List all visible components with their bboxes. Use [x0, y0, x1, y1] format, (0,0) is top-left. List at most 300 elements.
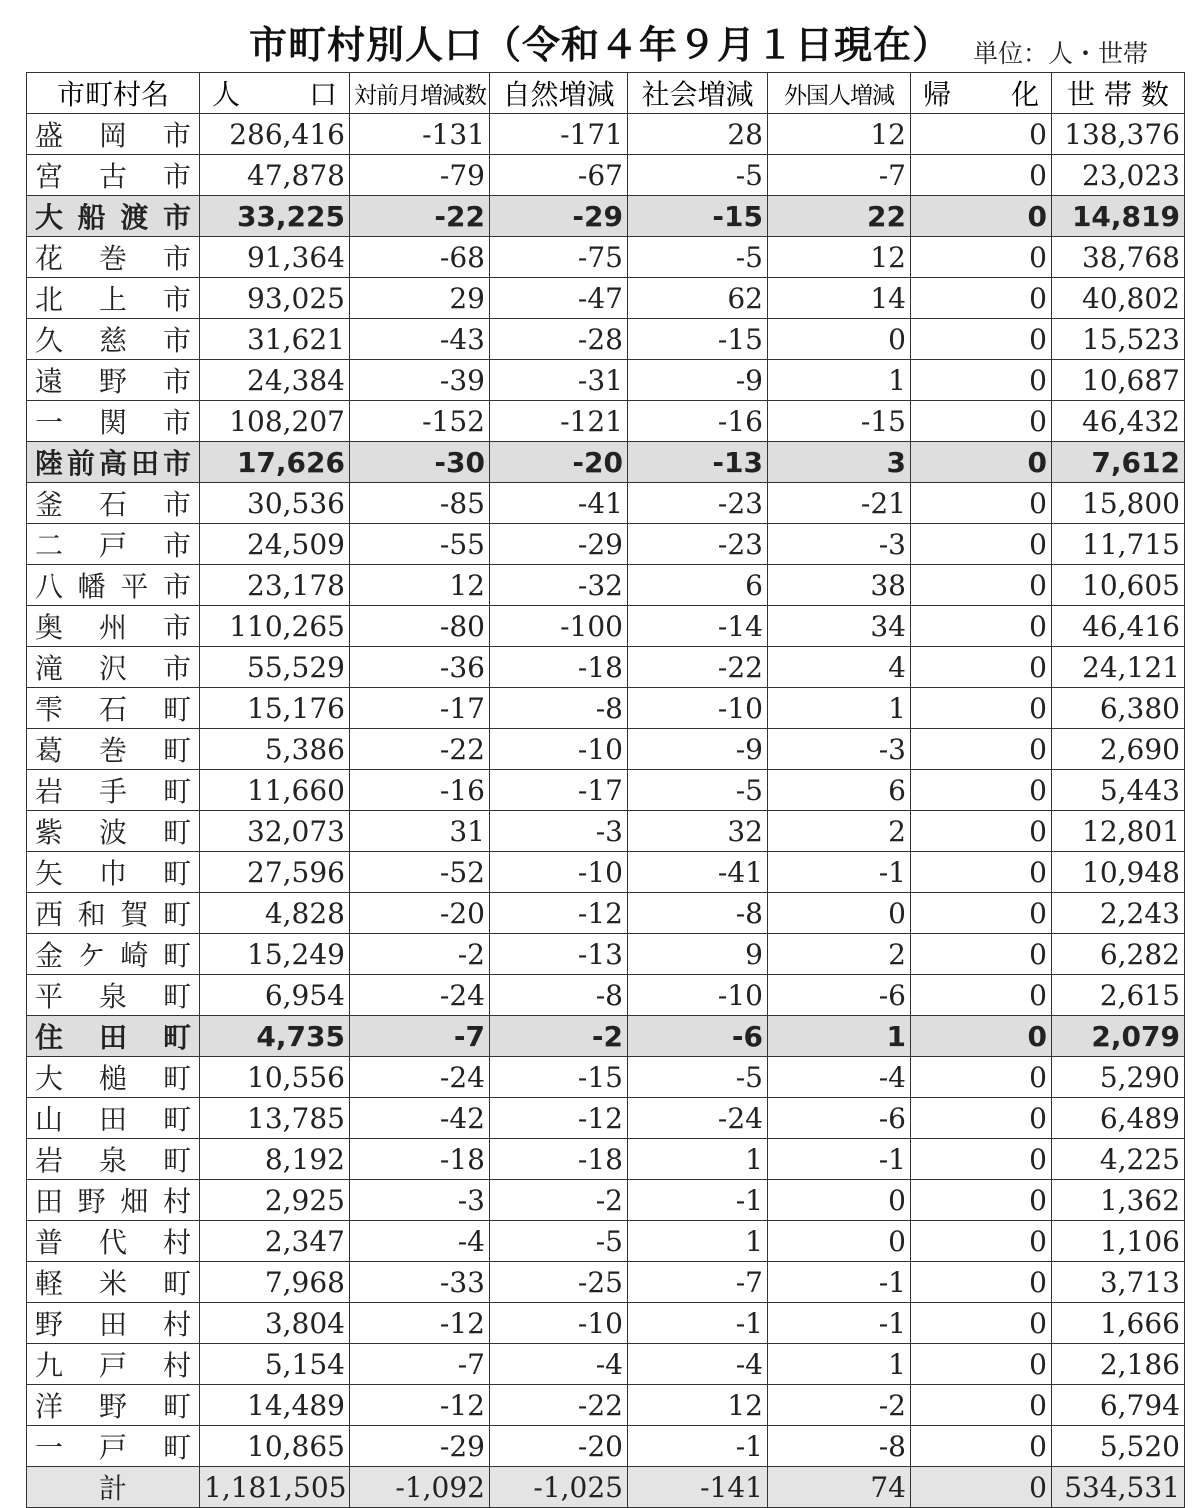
cell-change: -30: [350, 442, 490, 483]
cell-households: 11,715: [1052, 524, 1185, 565]
cell-foreign: -1: [768, 852, 911, 893]
cell-change: 12: [350, 565, 490, 606]
cell-foreign: -2: [768, 1385, 911, 1426]
cell-naturalized: 0: [911, 770, 1052, 811]
cell-natural: -17: [490, 770, 628, 811]
cell-households: 3,713: [1052, 1262, 1185, 1303]
cell-naturalized: 0: [911, 1426, 1052, 1467]
cell-naturalized: 0: [911, 647, 1052, 688]
cell-social: 32: [628, 811, 768, 852]
cell-name: 山田町: [27, 1098, 200, 1139]
cell-social: 9: [628, 934, 768, 975]
cell-natural: -29: [490, 196, 628, 237]
table-row: [27, 1262, 1185, 1303]
cell-pop: 10,865: [200, 1426, 350, 1467]
total-name: 計: [27, 1467, 200, 1508]
cell-name: 岩手町: [27, 770, 200, 811]
cell-name: 大槌町: [27, 1057, 200, 1098]
cell-households: 6,489: [1052, 1098, 1185, 1139]
table-row: [27, 606, 1185, 647]
cell-name: 金ケ崎町: [27, 934, 200, 975]
cell-name: 盛岡市: [27, 114, 200, 155]
cell-households: 4,225: [1052, 1139, 1185, 1180]
table-row: [27, 647, 1185, 688]
cell-pop: 13,785: [200, 1098, 350, 1139]
cell-households: 6,380: [1052, 688, 1185, 729]
cell-natural: -18: [490, 1139, 628, 1180]
cell-foreign: -21: [768, 483, 911, 524]
cell-name: 奥州市: [27, 606, 200, 647]
cell-naturalized: 0: [911, 975, 1052, 1016]
cell-social: 62: [628, 278, 768, 319]
table-row: [27, 1057, 1185, 1098]
table-row: [27, 1221, 1185, 1262]
cell-change: -24: [350, 1057, 490, 1098]
table-row: [27, 1303, 1185, 1344]
cell-pop: 47,878: [200, 155, 350, 196]
cell-pop: 31,621: [200, 319, 350, 360]
cell-pop: 24,384: [200, 360, 350, 401]
cell-naturalized: 0: [911, 1262, 1052, 1303]
cell-natural: -75: [490, 237, 628, 278]
cell-change: -3: [350, 1180, 490, 1221]
cell-change: -131: [350, 114, 490, 155]
population-table: [26, 72, 1185, 1508]
cell-change: -20: [350, 893, 490, 934]
cell-change: -36: [350, 647, 490, 688]
cell-natural: -2: [490, 1016, 628, 1057]
cell-change: -33: [350, 1262, 490, 1303]
cell-social: -13: [628, 442, 768, 483]
cell-name: 洋野町: [27, 1385, 200, 1426]
cell-name: 雫石町: [27, 688, 200, 729]
cell-foreign: -7: [768, 155, 911, 196]
cell-social: -14: [628, 606, 768, 647]
header-households: 世 帯 数: [1052, 73, 1185, 114]
cell-pop: 15,176: [200, 688, 350, 729]
cell-households: 2,615: [1052, 975, 1185, 1016]
cell-name: 矢巾町: [27, 852, 200, 893]
cell-naturalized: 0: [911, 1016, 1052, 1057]
cell-naturalized: 0: [911, 524, 1052, 565]
cell-pop: 2,925: [200, 1180, 350, 1221]
cell-naturalized: 0: [911, 237, 1052, 278]
cell-name: 宮古市: [27, 155, 200, 196]
header-foreign: 外国人増減: [768, 73, 911, 114]
cell-pop: 91,364: [200, 237, 350, 278]
cell-naturalized: 0: [911, 852, 1052, 893]
cell-households: 5,290: [1052, 1057, 1185, 1098]
cell-naturalized: 0: [911, 114, 1052, 155]
cell-households: 2,186: [1052, 1344, 1185, 1385]
total-households: 534,531: [1052, 1467, 1185, 1508]
cell-pop: 32,073: [200, 811, 350, 852]
table-row: [27, 770, 1185, 811]
cell-social: -1: [628, 1303, 768, 1344]
cell-natural: -18: [490, 647, 628, 688]
cell-households: 24,121: [1052, 647, 1185, 688]
cell-social: 1: [628, 1139, 768, 1180]
cell-natural: -20: [490, 442, 628, 483]
table-row: [27, 1426, 1185, 1467]
cell-social: -5: [628, 155, 768, 196]
cell-households: 1,362: [1052, 1180, 1185, 1221]
cell-foreign: 1: [768, 688, 911, 729]
cell-name: 野田村: [27, 1303, 200, 1344]
cell-social: -16: [628, 401, 768, 442]
cell-households: 14,819: [1052, 196, 1185, 237]
cell-social: -7: [628, 1262, 768, 1303]
cell-pop: 7,968: [200, 1262, 350, 1303]
cell-name: 二戸市: [27, 524, 200, 565]
cell-pop: 27,596: [200, 852, 350, 893]
cell-pop: 4,735: [200, 1016, 350, 1057]
cell-naturalized: 0: [911, 1098, 1052, 1139]
cell-pop: 14,489: [200, 1385, 350, 1426]
table-row: [27, 319, 1185, 360]
header-name: 市町村名: [27, 73, 200, 114]
cell-social: 28: [628, 114, 768, 155]
cell-households: 12,801: [1052, 811, 1185, 852]
cell-social: -5: [628, 237, 768, 278]
cell-pop: 33,225: [200, 196, 350, 237]
cell-pop: 15,249: [200, 934, 350, 975]
cell-foreign: 1: [768, 360, 911, 401]
table-row: [27, 360, 1185, 401]
cell-naturalized: 0: [911, 155, 1052, 196]
cell-households: 46,416: [1052, 606, 1185, 647]
cell-foreign: 2: [768, 811, 911, 852]
cell-change: -39: [350, 360, 490, 401]
cell-natural: -67: [490, 155, 628, 196]
cell-naturalized: 0: [911, 1303, 1052, 1344]
cell-social: -1: [628, 1180, 768, 1221]
cell-foreign: 2: [768, 934, 911, 975]
cell-social: 12: [628, 1385, 768, 1426]
cell-natural: -20: [490, 1426, 628, 1467]
cell-naturalized: 0: [911, 934, 1052, 975]
cell-name: 軽米町: [27, 1262, 200, 1303]
cell-change: -18: [350, 1139, 490, 1180]
cell-natural: -28: [490, 319, 628, 360]
table-row: [27, 1344, 1185, 1385]
cell-natural: -10: [490, 852, 628, 893]
cell-naturalized: 0: [911, 401, 1052, 442]
cell-name: 花巻市: [27, 237, 200, 278]
cell-change: -68: [350, 237, 490, 278]
cell-change: -79: [350, 155, 490, 196]
cell-foreign: -6: [768, 975, 911, 1016]
table-row: [27, 155, 1185, 196]
cell-pop: 2,347: [200, 1221, 350, 1262]
cell-change: -43: [350, 319, 490, 360]
table-row: [27, 1098, 1185, 1139]
table-row: [27, 237, 1185, 278]
cell-social: -41: [628, 852, 768, 893]
cell-foreign: 0: [768, 1221, 911, 1262]
cell-change: -42: [350, 1098, 490, 1139]
cell-households: 10,687: [1052, 360, 1185, 401]
table-row: [27, 565, 1185, 606]
cell-social: 1: [628, 1221, 768, 1262]
cell-change: -4: [350, 1221, 490, 1262]
cell-natural: -15: [490, 1057, 628, 1098]
cell-pop: 286,416: [200, 114, 350, 155]
cell-pop: 23,178: [200, 565, 350, 606]
header-natural: 自然増減: [490, 73, 628, 114]
unit-label: 単位：人・世帯: [972, 39, 1148, 68]
cell-social: -23: [628, 524, 768, 565]
cell-name: 普代村: [27, 1221, 200, 1262]
cell-foreign: -6: [768, 1098, 911, 1139]
cell-name: 北上市: [27, 278, 200, 319]
cell-households: 6,282: [1052, 934, 1185, 975]
cell-natural: -121: [490, 401, 628, 442]
cell-households: 2,690: [1052, 729, 1185, 770]
cell-naturalized: 0: [911, 1385, 1052, 1426]
cell-natural: -12: [490, 1098, 628, 1139]
cell-name: 平泉町: [27, 975, 200, 1016]
cell-social: -10: [628, 688, 768, 729]
cell-households: 10,605: [1052, 565, 1185, 606]
cell-name: 陸前高田市: [27, 442, 200, 483]
cell-natural: -31: [490, 360, 628, 401]
table-row: [27, 1016, 1185, 1057]
table-row: [27, 524, 1185, 565]
cell-natural: -2: [490, 1180, 628, 1221]
cell-naturalized: 0: [911, 1180, 1052, 1221]
cell-change: -17: [350, 688, 490, 729]
table-row: [27, 852, 1185, 893]
table-row: [27, 729, 1185, 770]
cell-foreign: -1: [768, 1139, 911, 1180]
cell-change: -7: [350, 1016, 490, 1057]
cell-pop: 5,154: [200, 1344, 350, 1385]
cell-change: 31: [350, 811, 490, 852]
cell-foreign: 0: [768, 319, 911, 360]
cell-foreign: 0: [768, 1180, 911, 1221]
cell-social: -22: [628, 647, 768, 688]
cell-foreign: 1: [768, 1016, 911, 1057]
table-row: [27, 278, 1185, 319]
table-row: [27, 114, 1185, 155]
cell-naturalized: 0: [911, 606, 1052, 647]
cell-foreign: -8: [768, 1426, 911, 1467]
cell-naturalized: 0: [911, 442, 1052, 483]
cell-naturalized: 0: [911, 319, 1052, 360]
cell-naturalized: 0: [911, 360, 1052, 401]
page-title: 市町村別人口（令和４年９月１日現在）: [248, 23, 951, 67]
cell-naturalized: 0: [911, 729, 1052, 770]
cell-change: -22: [350, 196, 490, 237]
cell-change: -29: [350, 1426, 490, 1467]
cell-name: 九戸村: [27, 1344, 200, 1385]
header-row: [27, 73, 1185, 114]
cell-natural: -8: [490, 688, 628, 729]
cell-change: -80: [350, 606, 490, 647]
cell-households: 1,666: [1052, 1303, 1185, 1344]
cell-change: -7: [350, 1344, 490, 1385]
cell-households: 15,800: [1052, 483, 1185, 524]
cell-natural: -8: [490, 975, 628, 1016]
cell-natural: -32: [490, 565, 628, 606]
table-row: [27, 483, 1185, 524]
cell-name: 住田町: [27, 1016, 200, 1057]
table-row: [27, 1180, 1185, 1221]
total-foreign: 74: [768, 1467, 911, 1508]
cell-social: 6: [628, 565, 768, 606]
cell-foreign: 22: [768, 196, 911, 237]
cell-change: -12: [350, 1385, 490, 1426]
cell-naturalized: 0: [911, 483, 1052, 524]
cell-naturalized: 0: [911, 565, 1052, 606]
cell-social: -15: [628, 196, 768, 237]
cell-naturalized: 0: [911, 811, 1052, 852]
cell-pop: 93,025: [200, 278, 350, 319]
cell-foreign: 34: [768, 606, 911, 647]
cell-natural: -41: [490, 483, 628, 524]
cell-pop: 17,626: [200, 442, 350, 483]
cell-natural: -4: [490, 1344, 628, 1385]
cell-natural: -171: [490, 114, 628, 155]
total-pop: 1,181,505: [200, 1467, 350, 1508]
cell-name: 久慈市: [27, 319, 200, 360]
cell-naturalized: 0: [911, 1344, 1052, 1385]
cell-foreign: 6: [768, 770, 911, 811]
cell-natural: -12: [490, 893, 628, 934]
cell-social: -5: [628, 1057, 768, 1098]
cell-households: 5,443: [1052, 770, 1185, 811]
cell-pop: 5,386: [200, 729, 350, 770]
cell-households: 15,523: [1052, 319, 1185, 360]
cell-pop: 6,954: [200, 975, 350, 1016]
cell-name: 田野畑村: [27, 1180, 200, 1221]
table-row: [27, 811, 1185, 852]
cell-social: -15: [628, 319, 768, 360]
cell-households: 40,802: [1052, 278, 1185, 319]
cell-pop: 8,192: [200, 1139, 350, 1180]
cell-pop: 55,529: [200, 647, 350, 688]
cell-pop: 4,828: [200, 893, 350, 934]
cell-name: 一戸町: [27, 1426, 200, 1467]
cell-change: -52: [350, 852, 490, 893]
cell-social: -9: [628, 729, 768, 770]
cell-social: -5: [628, 770, 768, 811]
cell-naturalized: 0: [911, 1221, 1052, 1262]
cell-households: 6,794: [1052, 1385, 1185, 1426]
cell-households: 5,520: [1052, 1426, 1185, 1467]
cell-change: -2: [350, 934, 490, 975]
cell-naturalized: 0: [911, 893, 1052, 934]
header-naturalized: 帰 化: [911, 73, 1052, 114]
total-natural: -1,025: [490, 1467, 628, 1508]
cell-change: -12: [350, 1303, 490, 1344]
cell-social: -23: [628, 483, 768, 524]
header-population: 人 口: [200, 73, 350, 114]
table-row: [27, 934, 1185, 975]
cell-change: -22: [350, 729, 490, 770]
table-row: [27, 196, 1185, 237]
cell-name: 葛巻町: [27, 729, 200, 770]
cell-pop: 110,265: [200, 606, 350, 647]
cell-foreign: 1: [768, 1344, 911, 1385]
total-social: -141: [628, 1467, 768, 1508]
cell-foreign: 38: [768, 565, 911, 606]
cell-households: 7,612: [1052, 442, 1185, 483]
cell-name: 滝沢市: [27, 647, 200, 688]
cell-social: -10: [628, 975, 768, 1016]
cell-social: -8: [628, 893, 768, 934]
cell-natural: -10: [490, 729, 628, 770]
table-row: [27, 975, 1185, 1016]
cell-name: 紫波町: [27, 811, 200, 852]
table-row: [27, 1139, 1185, 1180]
cell-name: 遠野市: [27, 360, 200, 401]
cell-pop: 11,660: [200, 770, 350, 811]
cell-change: -16: [350, 770, 490, 811]
cell-pop: 10,556: [200, 1057, 350, 1098]
cell-foreign: -3: [768, 729, 911, 770]
cell-naturalized: 0: [911, 278, 1052, 319]
cell-social: -4: [628, 1344, 768, 1385]
cell-change: -24: [350, 975, 490, 1016]
cell-natural: -3: [490, 811, 628, 852]
cell-name: 釜石市: [27, 483, 200, 524]
cell-social: -6: [628, 1016, 768, 1057]
cell-naturalized: 0: [911, 196, 1052, 237]
table-row: [27, 1385, 1185, 1426]
cell-name: 西和賀町: [27, 893, 200, 934]
cell-social: -24: [628, 1098, 768, 1139]
cell-foreign: -4: [768, 1057, 911, 1098]
cell-foreign: -3: [768, 524, 911, 565]
table-row: [27, 893, 1185, 934]
table-row: [27, 688, 1185, 729]
cell-pop: 3,804: [200, 1303, 350, 1344]
cell-pop: 24,509: [200, 524, 350, 565]
cell-households: 2,079: [1052, 1016, 1185, 1057]
cell-natural: -13: [490, 934, 628, 975]
cell-change: 29: [350, 278, 490, 319]
cell-households: 38,768: [1052, 237, 1185, 278]
cell-foreign: -15: [768, 401, 911, 442]
cell-pop: 30,536: [200, 483, 350, 524]
cell-natural: -29: [490, 524, 628, 565]
cell-change: -85: [350, 483, 490, 524]
header-change: 対前月増減数: [350, 73, 490, 114]
cell-households: 46,432: [1052, 401, 1185, 442]
cell-naturalized: 0: [911, 1139, 1052, 1180]
cell-natural: -100: [490, 606, 628, 647]
total-naturalized: 0: [911, 1467, 1052, 1508]
cell-foreign: 14: [768, 278, 911, 319]
cell-change: -55: [350, 524, 490, 565]
cell-naturalized: 0: [911, 1057, 1052, 1098]
table-row: [27, 442, 1185, 483]
cell-households: 138,376: [1052, 114, 1185, 155]
cell-natural: -5: [490, 1221, 628, 1262]
cell-foreign: -1: [768, 1262, 911, 1303]
cell-natural: -25: [490, 1262, 628, 1303]
cell-social: -1: [628, 1426, 768, 1467]
cell-foreign: 12: [768, 114, 911, 155]
cell-households: 1,106: [1052, 1221, 1185, 1262]
cell-natural: -22: [490, 1385, 628, 1426]
cell-foreign: -1: [768, 1303, 911, 1344]
cell-natural: -10: [490, 1303, 628, 1344]
total-change: -1,092: [350, 1467, 490, 1508]
table-row: [27, 401, 1185, 442]
